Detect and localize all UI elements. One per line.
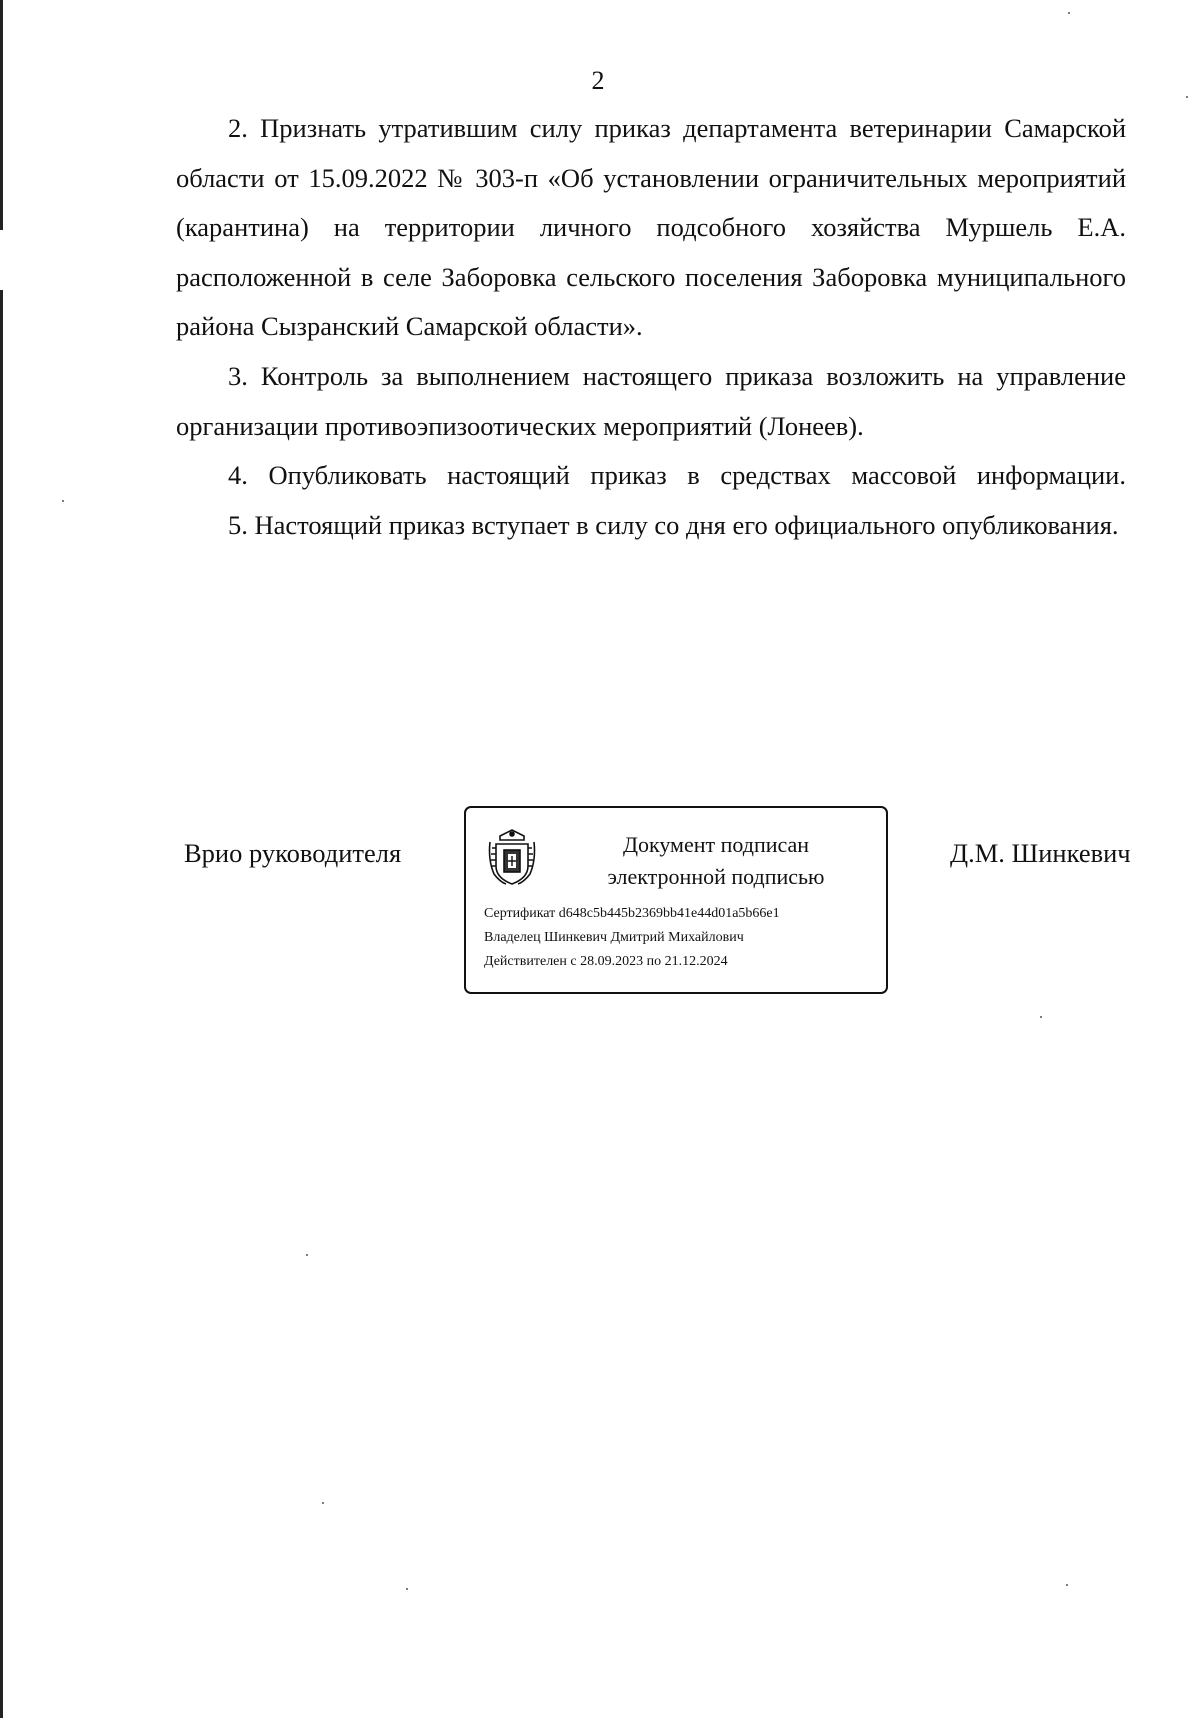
scan-speck — [62, 500, 64, 502]
scan-speck — [322, 1502, 324, 1504]
electronic-signature-stamp — [464, 806, 888, 994]
scan-speck — [306, 1254, 308, 1256]
coat-of-arms-icon — [486, 826, 538, 888]
stamp-title-line1: Документ подписан — [622, 832, 810, 857]
scan-speck — [406, 1588, 408, 1590]
scan-left-edge-gap — [0, 230, 3, 290]
page-number: 2 — [591, 66, 605, 95]
paragraph-5: 5. Настоящий приказ вступает в силу со дня его официального опубликования. — [228, 509, 1119, 540]
scan-speck — [1040, 1016, 1042, 1018]
scan-speck — [1066, 1584, 1068, 1586]
scan-speck — [1186, 96, 1188, 98]
stamp-title-line2: электронной подписью — [607, 864, 825, 889]
signature-block — [0, 806, 1200, 996]
signer-title: Врио руководителя — [184, 838, 402, 868]
stamp-owner: Владелец Шинкевич Дмитрий Михайлович — [484, 930, 744, 945]
scan-speck — [1068, 12, 1070, 14]
paragraph-4: 4. Опубликовать настоящий приказ в средствах массовой информации. — [228, 460, 1126, 491]
document-body — [176, 104, 1126, 550]
paragraph-2: 2. Признать утратившим силу приказ департамента ветеринарии Самарской области от 15.09.2022 № 303-п «Об установлении ограничительных мероприятий (карантина) на территории личного подсобного хозяйства Муршель Е.А. расположенной в селе Заборовка сельского поселения Заборовка муниципального района Сызранский Самарской области». — [176, 113, 1126, 342]
paragraph-3: 3. Контроль за выполнением настоящего приказа возложить на управление организации противоэпизоотических мероприятий (Лонеев). — [176, 360, 1126, 441]
stamp-validity: Действителен с 28.09.2023 по 21.12.2024 — [484, 954, 728, 969]
stamp-certificate: Сертификат d648c5b445b2369bb41e44d01a5b66e1 — [484, 906, 780, 921]
signer-name: Д.М. Шинкевич — [950, 838, 1131, 868]
